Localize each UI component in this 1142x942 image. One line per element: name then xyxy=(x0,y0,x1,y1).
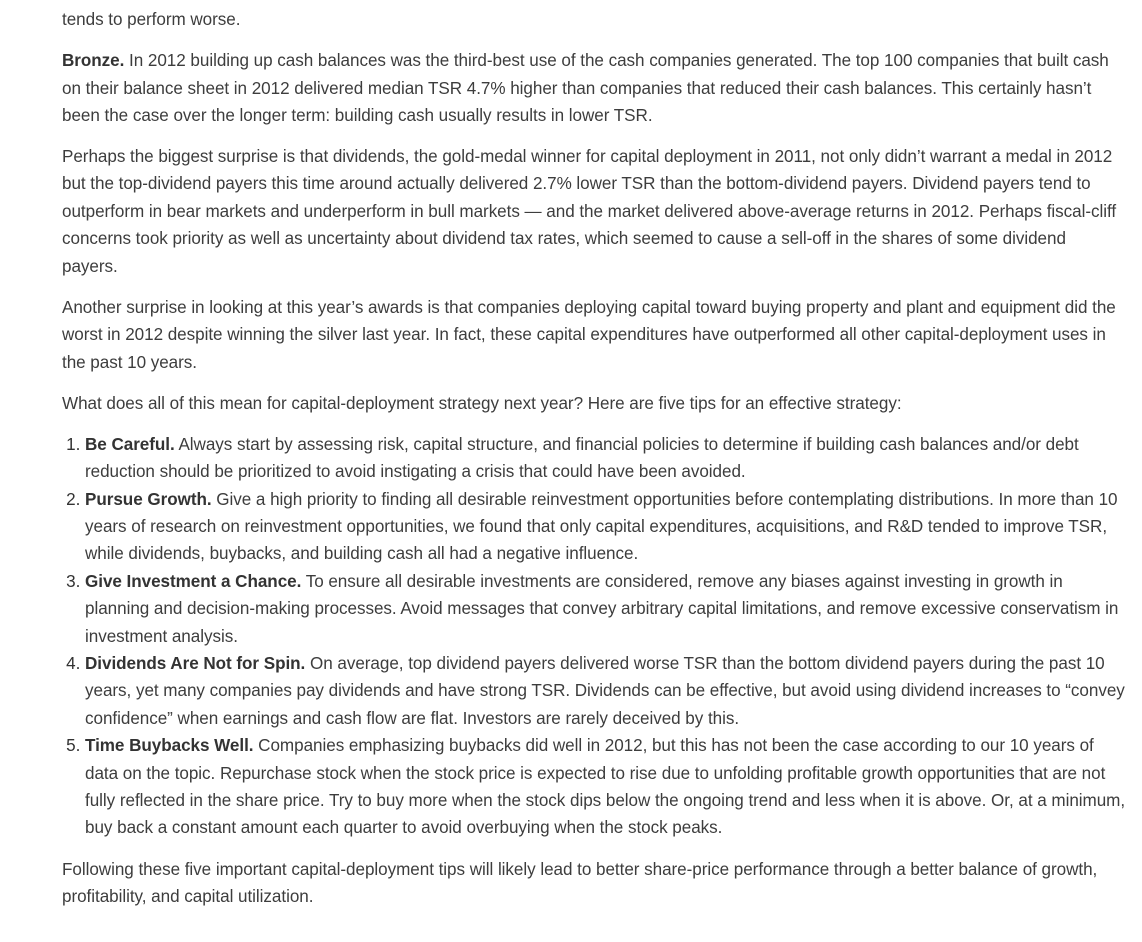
tip-title: Pursue Growth. xyxy=(85,489,212,509)
list-item xyxy=(85,650,1126,732)
tip-title: Give Investment a Chance. xyxy=(85,571,302,591)
paragraph-fragment: tends to perform worse. xyxy=(62,10,241,29)
tip-body: To ensure all desirable investments are considered, remove any biases against investing in growth in planning and decision-making processes. Avoid messages that convey arbitrary capital limitations, and remove excessive conservatism in investment analysis. xyxy=(85,571,1119,646)
tip-title: Be Careful. xyxy=(85,434,175,454)
list-item xyxy=(85,732,1126,842)
paragraph-tips-intro: What does all of this mean for capital-deployment strategy next year? Here are five tips for an effective strategy: xyxy=(62,393,902,413)
tip-title: Dividends Are Not for Spin. xyxy=(85,653,306,673)
paragraph-capex-surprise: Another surprise in looking at this year’s awards is that companies deploying capital toward buying property and plant and equipment did the worst in 2012 despite winning the silver last year. In fact, these capital expenditures have outperformed all other capital-deployment uses in the past 10 years. xyxy=(62,297,1116,372)
tip-body: Always start by assessing risk, capital structure, and financial policies to determine if building cash balances and/or debt reduction should be prioritized to avoid instigating a crisis that could have been avoided. xyxy=(85,434,1079,482)
tip-title: Time Buybacks Well. xyxy=(85,736,254,756)
article-body xyxy=(62,6,1126,924)
paragraph-lead: Bronze. xyxy=(62,51,125,71)
list-item xyxy=(85,486,1126,568)
list-item xyxy=(85,568,1126,650)
paragraph-bronze: Bronze. In 2012 building up cash balances was the third-best use of the cash companies generated. The top 100 companies that built cash on their balance sheet in 2012 delivered median TSR 4.7% higher than companies that reduced their cash balances. This certainly hasn’t been the case over the longer term: building cash usually results in lower TSR. xyxy=(62,51,1109,125)
tip-body: Give a high priority to finding all desirable reinvestment opportunities before contemplating distributions. In more than 10 years of research on reinvestment opportunities, we found that only capital expenditures, acquisitions, and R&D tended to improve TSR, while dividends, buybacks, and building cash all had a negative influence. xyxy=(85,489,1118,564)
tip-body: On average, top dividend payers delivered worse TSR than the bottom dividend payers during the past 10 years, yet many companies pay dividends and have strong TSR. Dividends can be effective, but avoid using dividend increases to “convey confidence” when earnings and cash flow are flat. Investors are rarely deceived by this. xyxy=(85,653,1125,728)
paragraph-dividends-surprise: Perhaps the biggest surprise is that dividends, the gold-medal winner for capital deployment in 2011, not only didn’t warrant a medal in 2012 but the top-dividend payers this time around actually delivered 2.7% lower TSR than the bottom-dividend payers. Dividend payers tend to outperform in bear markets and underperform in bull markets — and the market delivered above-average returns in 2012. Perhaps fiscal-cliff concerns took priority as well as uncertainty about dividend tax rates, which seemed to cause a sell-off in the shares of some dividend payers. xyxy=(62,147,1117,276)
tip-body: Companies emphasizing buybacks did well in 2012, but this has not been the case according to our 10 years of data on the topic. Repurchase stock when the stock price is expected to rise due to unfolding profitable growth opportunities that are not fully reflected in the share price. Try to buy more when the stock dips below the ongoing trend and less when it is above. Or, at a minimum, buy back a constant amount each quarter to avoid overbuying when the stock peaks. xyxy=(85,736,1126,838)
paragraph-conclusion: Following these five important capital-deployment tips will likely lead to better share-price performance through a better balance of growth, profitability, and capital utilization. xyxy=(62,859,1098,906)
tips-list xyxy=(62,431,1126,842)
list-item xyxy=(85,431,1126,486)
